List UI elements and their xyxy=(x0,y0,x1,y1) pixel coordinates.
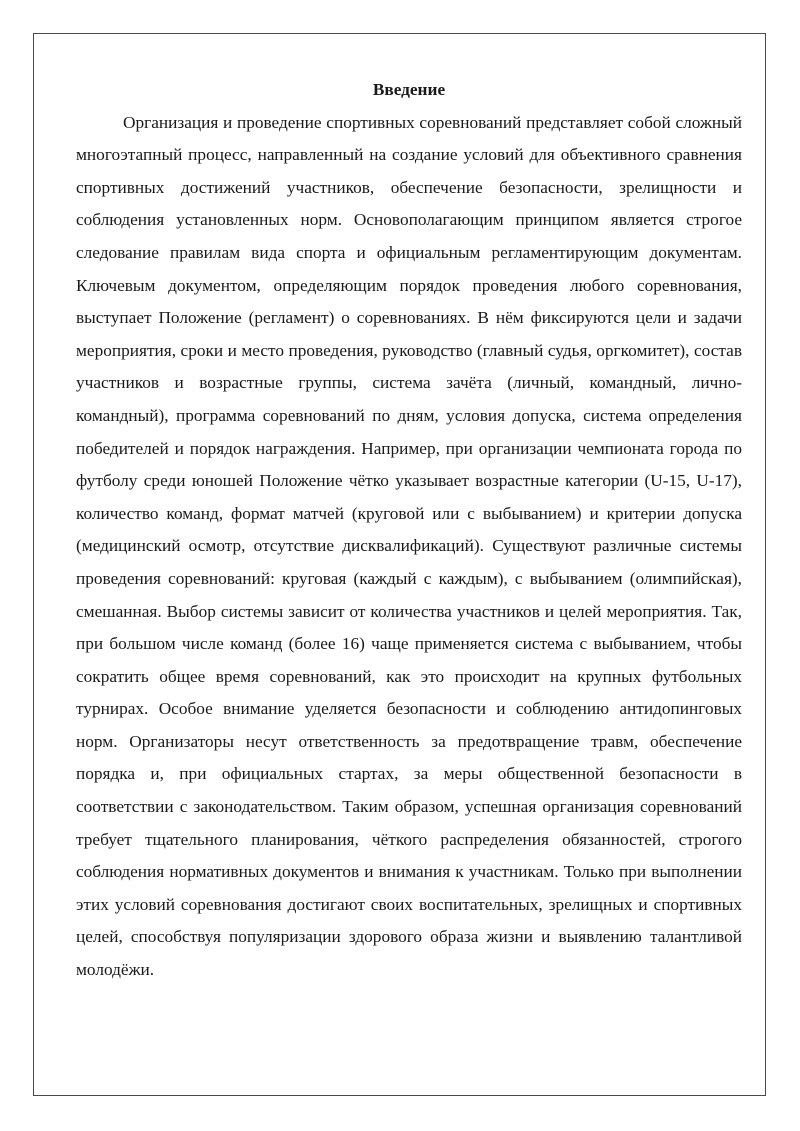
document-page xyxy=(33,33,766,1096)
body-paragraph: Организация и проведение спортивных соревнований представляет собой сложный многоэтапный процесс, направленный на создание условий для объективного сравнения спортивных достижений участников, обеспечение безопасности, зрелищности и соблюдения установленных норм. Основополагающим принципом является строгое следование правилам вида спорта и официальным регламентирующим документам. Ключевым документом, определяющим порядок проведения любого соревнования, выступает Положение (регламент) о соревнованиях. В нём фиксируются цели и задачи мероприятия, сроки и место проведения, руководство (главный судья, оргкомитет), состав участников и возрастные группы, система зачёта (личный, командный, лично-командный), программа соревнований по дням, условия допуска, система определения победителей и порядок награждения. Например, при организации чемпионата города по футболу среди юношей Положение чётко указывает возрастные категории (U-15, U-17), количество команд, формат матчей (круговой или с выбыванием) и критерии допуска (медицинский осмотр, отсутствие дисквалификаций). Существуют различные системы проведения соревнований: круговая (каждый с каждым), с выбыванием (олимпийская), смешанная. Выбор системы зависит от количества участников и целей мероприятия. Так, при большом числе команд (более 16) чаще применяется система с выбыванием, чтобы сократить общее время соревнований, как это происходит на крупных футбольных турнирах. Особое внимание уделяется безопасности и соблюдению антидопинговых норм. Организаторы несут ответственность за предотвращение травм, обеспечение порядка и, при официальных стартах, за меры общественной безопасности в соответствии с законодательством. Таким образом, успешная организация соревнований требует тщательного планирования, чёткого распределения обязанностей, строгого соблюдения нормативных документов и внимания к участникам. Только при выполнении этих условий соревнования достигают своих воспитательных, зрелищных и спортивных целей, способствуя популяризации здорового образа жизни и выявлению талантливой молодёжи. xyxy=(76,112,742,980)
page-content xyxy=(76,74,742,987)
section-title: Введение xyxy=(372,80,446,99)
